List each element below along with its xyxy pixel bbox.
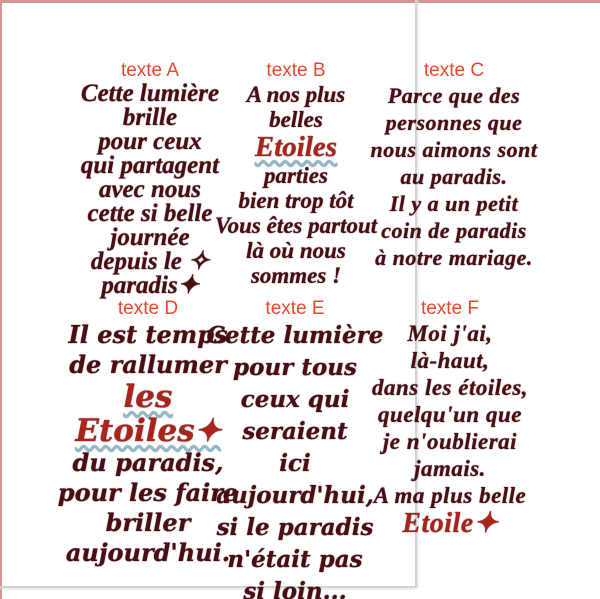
text-line: bien trop tôt	[238, 188, 354, 213]
text-line: pour tous	[233, 354, 357, 381]
text-line: sommes !	[250, 263, 342, 288]
text-line: Cette lumière	[206, 322, 384, 349]
text-line: si loin...	[243, 578, 347, 599]
text-line: là-haut,	[410, 348, 490, 373]
text-line: briller	[105, 508, 191, 537]
text-line: au paradis.	[400, 164, 508, 189]
text-line: avec nous	[98, 176, 202, 203]
text-line: journée	[110, 224, 190, 251]
left-margin-line	[0, 0, 2, 599]
text-line: à notre mariage.	[375, 245, 533, 270]
text-design-f	[349, 299, 551, 539]
text-line: ici aujourd'hui,	[216, 450, 374, 509]
text-line: personnes que	[385, 110, 523, 135]
text-line: parties	[264, 163, 328, 188]
text-line: pour les faire	[57, 478, 239, 507]
text-line: Vous êtes partout	[214, 213, 378, 238]
text-line-etoiles: les Etoiles✦	[75, 379, 221, 449]
text-design-c-label: texte C	[423, 60, 485, 81]
text-line: belles	[269, 107, 323, 132]
text-line: nous aimons sont	[370, 137, 538, 162]
text-line: si le paradis	[216, 514, 374, 541]
text-line-etoiles: Etoiles	[254, 131, 338, 163]
text-line: Moi j'ai,	[407, 321, 493, 346]
text-line: quelqu'un que	[378, 402, 522, 427]
text-line: Il est temps	[68, 320, 228, 349]
text-line: ceux qui seraient	[240, 386, 350, 445]
text-line: de rallumer	[69, 350, 227, 379]
text-line: Il y a un petit	[389, 191, 519, 216]
text-line: je n'oublierai	[382, 429, 518, 454]
text-line: là où nous	[246, 238, 346, 263]
text-line: aujourd'hui.	[65, 538, 231, 567]
text-design-e-label: texte E	[265, 298, 325, 319]
text-line: A nos plus	[246, 82, 346, 107]
text-line: jamais.	[414, 456, 486, 481]
text-line: Parce que des	[387, 83, 521, 108]
top-margin-line	[0, 0, 600, 3]
text-line: n'était pas	[227, 546, 363, 573]
text-line: pour ceux	[98, 128, 202, 155]
text-line: depuis le ✧	[90, 248, 210, 275]
text-design-a-label: texte A	[120, 60, 180, 81]
text-design-f-label: texte F	[420, 298, 480, 319]
text-line-etoile: Etoile✦	[402, 508, 498, 539]
text-line: Cette lumière	[80, 80, 220, 107]
text-line: cette si belle	[87, 200, 213, 227]
text-design-b-label: texte B	[266, 60, 326, 81]
text-line: brille	[122, 104, 178, 131]
text-line: qui partagent	[80, 152, 220, 179]
text-line: du paradis,	[72, 448, 224, 477]
text-design-d-label: texte D	[117, 298, 179, 319]
text-line: dans les étoiles,	[371, 375, 529, 400]
text-line: A ma plus belle	[373, 483, 527, 508]
text-design-c	[361, 61, 547, 271]
text-line: coin de paradis	[381, 218, 527, 243]
text-line: paradis✦	[101, 272, 199, 299]
